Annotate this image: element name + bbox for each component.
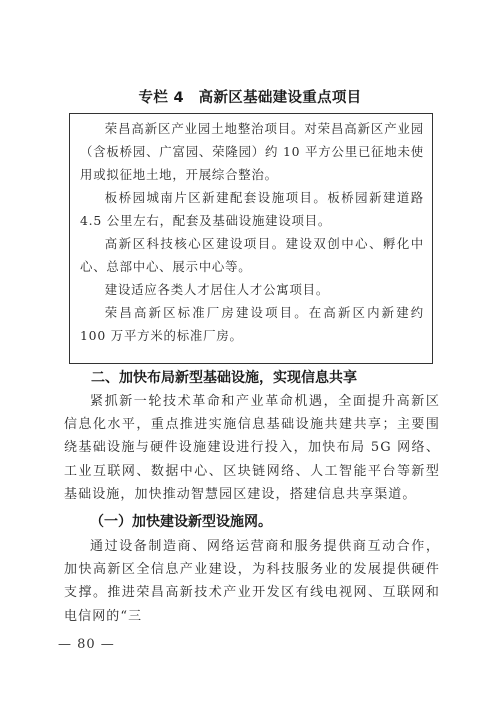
project-item: 建设适应各类人才居住人才公寓项目。 <box>104 282 330 297</box>
subsection-heading: （一）加快建设新型设施网。 <box>90 514 272 530</box>
box-title: 专栏 4 高新区基础建设重点项目 <box>138 90 362 106</box>
project-item: 荣昌高新区产业园土地整治项目。对荣昌高新区产业园（含板桥园、广富园、荣隆园）约 10 平方公里已征地未使用或拟征地土地，开展综合整治。 <box>80 121 424 182</box>
subsection-paragraph: 通过设备制造商、网络运营商和服务提供商互动合作，加快高新区全信息产业建设，为科技服务业的发展提供硬件支撑。推进荣昌高新技术产业开发区有线电视网、互联网和电信网的“三 <box>64 539 440 624</box>
project-item: 高新区科技核心区建设项目。建设双创中心、孵化中心、总部中心、展示中心等。 <box>80 236 424 274</box>
project-item: 板桥园城南片区新建配套设施项目。板桥园新建道路 4.5 公里左右，配套及基础设施建设项目。 <box>80 190 424 228</box>
section-heading: 二、加快布局新型基础设施，实现信息共享 <box>91 370 357 386</box>
section-paragraph: 紧抓新一轮技术革命和产业革命机遇，全面提升高新区信息化水平，重点推进实施信息基础设施共建共享；主要围绕基础设施与硬件设施建设进行投入，加快布局 5G 网络、工业互联网、数据中心、区块链网络、人工智能平台等新型基础设施，加快推动智慧园区建设，搭建信息共享渠道。 <box>64 394 440 502</box>
key-projects-box <box>69 113 433 364</box>
project-item: 荣昌高新区标准厂房建设项目。在高新区内新建约 100 万平方米的标准厂房。 <box>80 305 424 343</box>
page-number: — 80 — <box>58 637 115 652</box>
